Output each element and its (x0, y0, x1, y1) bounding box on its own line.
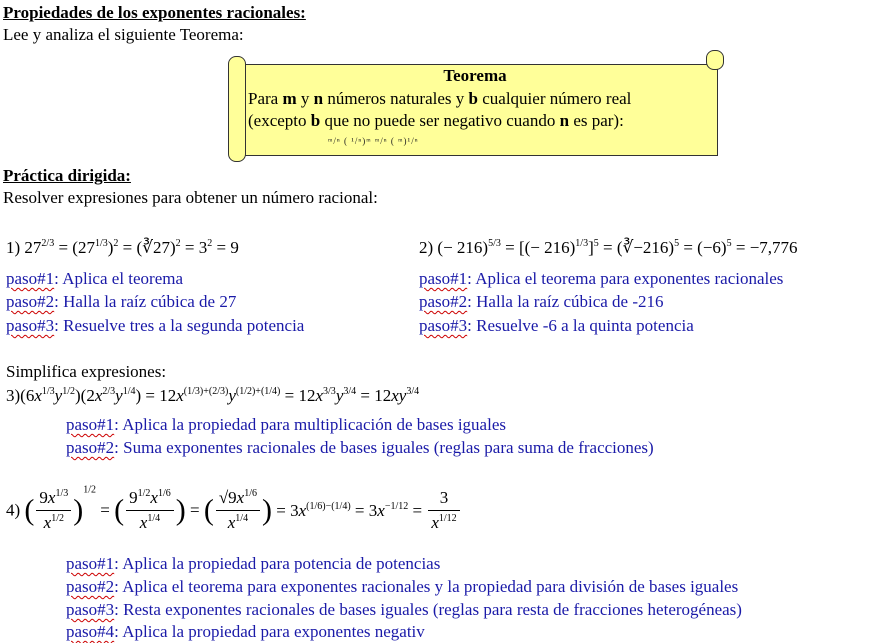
theorem-cut-formula: ᵐ/ⁿ ( ¹/ⁿ)ᵐ ᵐ/ⁿ ( ᵐ)¹/ⁿ (328, 136, 419, 146)
example-1-step-2: paso#2: Halla la raíz cúbica de 27 (6, 292, 237, 311)
example-4-formula: 4) ( $\frac{9x^{1/3}}{x^{1/2}}$ )$^{1/2}$ = ( $\frac{9^{1/2}x^{1/6}}{x^{1/4}}$ ) = ( $\frac{√9x^{1/6}}{x^{1/4}}$ ) = $3x^{(1/6)-(1/4)} = 3x^{-1/12}$ = $\frac{3}{x^{1/12}}$ (6, 488, 462, 544)
practica-title: Práctica dirigida: (3, 166, 131, 185)
example-4-step-2: paso#2: Aplica el teorema para exponentes racionales y la propiedad para división de bases iguales (66, 577, 739, 596)
example-2-formula: 2) (− 216)$^{5/3}$ = [(− 216)$^{1/3}$]$^5$ = (∛−216)$^5$ = $(-6)^5 = -7,776$ (419, 238, 798, 257)
example-3-step-1: paso#1: Aplica la propiedad para multiplicación de bases iguales (66, 415, 506, 434)
example-1-step-3: paso#3: Resuelve tres a la segunda potencia (6, 316, 305, 335)
theorem-line-2: (excepto b que no puede ser negativo cuando n es par): (248, 111, 624, 130)
theorem-scroll (228, 56, 722, 156)
example-1-formula: 1) $27^{2/3} = (27^{1/3})^2$ = (∛27)$^2$ = $3^2 = 9$ (6, 238, 239, 257)
example-3-step-2: paso#2: Suma exponentes racionales de bases iguales (reglas para suma de fracciones) (66, 438, 654, 457)
example-4-step-4: paso#4: Aplica la propiedad para exponentes negativ (66, 622, 425, 641)
example-2-step-2: paso#2: Halla la raíz cúbica de -216 (419, 292, 664, 311)
simplifica-heading: Simplifica expresiones: (6, 362, 167, 381)
example-2-step-3: paso#3: Resuelve -6 a la quinta potencia (419, 316, 694, 335)
theorem-line-1: Para m y n números naturales y b cualquier número real (248, 89, 632, 108)
example-1-step-1: paso#1: Aplica el teorema (6, 269, 184, 288)
intro-text: Lee y analiza el siguiente Teorema: (3, 25, 244, 44)
practica-subtitle: Resolver expresiones para obtener un número racional: (3, 188, 378, 207)
example-3-formula: $3)(6x^{1/3}y^{1/2})(2x^{2/3}y^{1/4}) = 12x^{(1/3)+(2/3)}y^{(1/2)+(1/4)} = 12x^{3/3}y^{3/4} = 12xy^{3/4}$ (6, 386, 420, 405)
page-title: Propiedades de los exponentes racionales: (3, 3, 306, 22)
example-4-step-1: paso#1: Aplica la propiedad para potencia de potencias (66, 554, 441, 573)
example-2-step-1: paso#1: Aplica el teorema para exponentes racionales (419, 269, 784, 288)
example-4-step-3: paso#3: Resta exponentes racionales de bases iguales (reglas para resta de fracciones heterogéneas) (66, 600, 742, 619)
theorem-title: Teorema (443, 66, 507, 85)
